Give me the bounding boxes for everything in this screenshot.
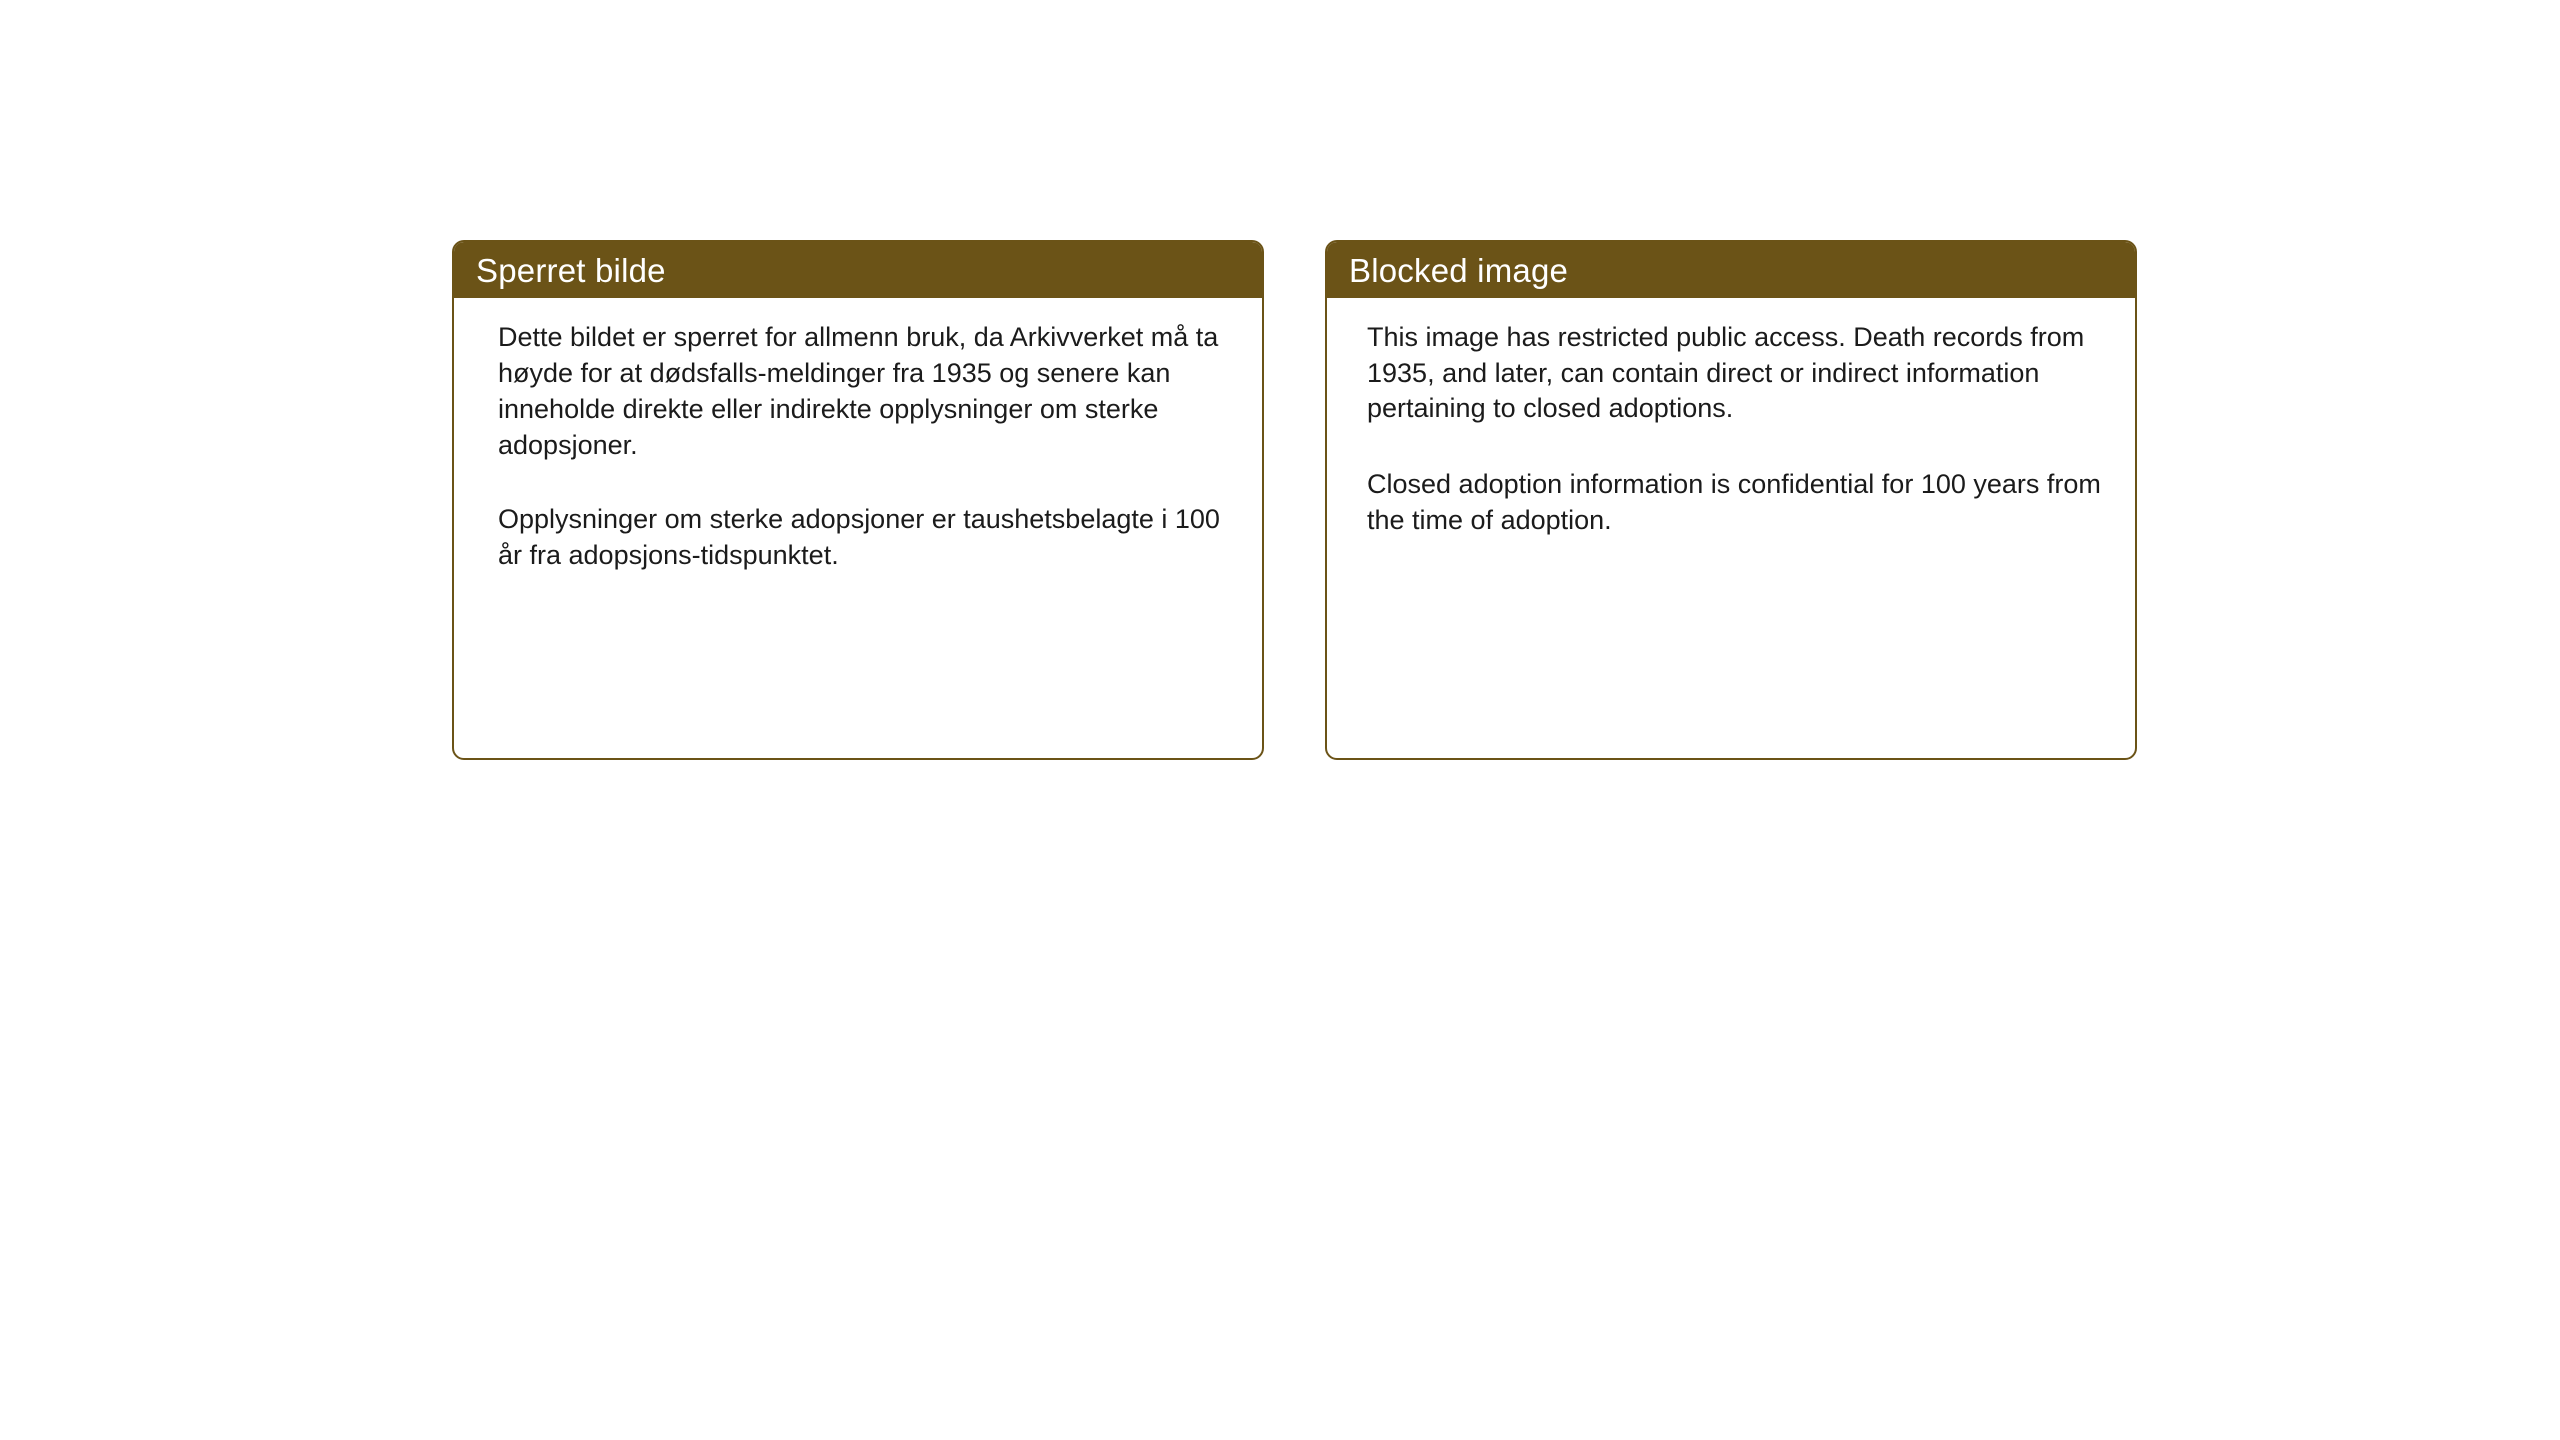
notice-paragraph-english-2: Closed adoption information is confidential for 100 years from the time of adoption. [1367,468,2101,535]
notice-title-english: Blocked image [1349,251,1569,289]
blocked-image-notice-english [1325,240,2137,760]
notice-title-norwegian: Sperret bilde [476,251,666,289]
blocked-image-notice-norwegian [452,240,1264,760]
notice-body-norwegian [454,298,1262,597]
notice-header-norwegian [454,242,1262,298]
notice-paragraph-english-1: This image has restricted public access. Death records from 1935, and later, can contain direct or indirect information pertaining to closed adoptions. [1367,322,2085,424]
notice-body-english [1327,298,2135,562]
notice-header-english [1327,242,2135,298]
notice-paragraph-norwegian-2: Opplysninger om sterke adopsjoner er taushetsbelagte i 100 år fra adopsjons-tidspunktet. [498,503,1220,570]
notice-paragraph-norwegian-1: Dette bildet er sperret for allmenn bruk, da Arkivverket må ta høyde for at dødsfalls-meldinger fra 1935 og senere kan inneholde direkte eller indirekte opplysninger om sterke adopsjoner. [498,322,1219,460]
